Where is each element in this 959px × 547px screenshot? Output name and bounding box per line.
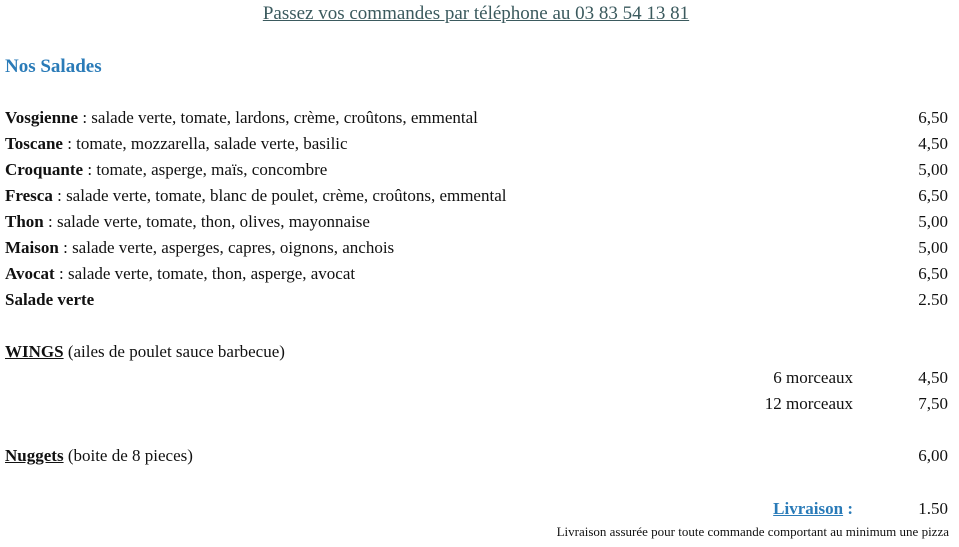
nuggets-heading bbox=[5, 443, 193, 469]
livraison-label bbox=[773, 496, 853, 522]
option-quantity: 12 morceaux bbox=[764, 394, 853, 413]
item-price: 6,50 bbox=[918, 264, 948, 283]
item-description: : salade verte, tomate, thon, asperge, avocat bbox=[54, 264, 356, 283]
menu-item bbox=[5, 157, 948, 183]
nuggets-description: (boite de 8 pieces) bbox=[63, 446, 193, 465]
item-description: : salade verte, tomate, thon, olives, mayonnaise bbox=[43, 212, 370, 231]
item-name: Thon bbox=[5, 212, 44, 231]
item-name: Salade verte bbox=[5, 290, 95, 309]
wings-option bbox=[5, 365, 948, 391]
item-price: 5,00 bbox=[918, 212, 948, 231]
menu-item bbox=[5, 235, 948, 261]
item-name: Toscane bbox=[5, 134, 63, 153]
nuggets-price-row bbox=[888, 443, 948, 469]
option-price: 4,50 bbox=[918, 368, 948, 387]
item-name: Maison bbox=[5, 238, 59, 257]
menu-item bbox=[5, 131, 948, 157]
item-name: Croquante bbox=[5, 160, 84, 179]
phone-order-link[interactable]: Passez vos commandes par téléphone au 03 83 54 13 81 bbox=[262, 3, 690, 24]
option-price: 7,50 bbox=[918, 394, 948, 413]
livraison-link[interactable]: Livraison bbox=[773, 499, 844, 518]
menu-item bbox=[5, 261, 948, 287]
option-quantity: 6 morceaux bbox=[773, 368, 853, 387]
wings-option bbox=[5, 391, 948, 417]
item-name: Vosgienne bbox=[5, 108, 79, 127]
livraison-colon: : bbox=[843, 499, 853, 518]
item-description: : salade verte, tomate, blanc de poulet, crème, croûtons, emmental bbox=[52, 186, 507, 205]
item-price: 5,00 bbox=[918, 238, 948, 257]
nuggets-price: 6,00 bbox=[918, 446, 948, 465]
section-title-salades: Nos Salades bbox=[5, 56, 102, 77]
menu-item bbox=[5, 209, 948, 235]
item-name: Avocat bbox=[5, 264, 55, 283]
item-description: : tomate, asperge, maïs, concombre bbox=[83, 160, 328, 179]
item-price: 2.50 bbox=[918, 290, 948, 309]
menu-item bbox=[5, 287, 948, 313]
wings-title: WINGS bbox=[5, 342, 64, 361]
item-description: : salade verte, asperges, capres, oignons, anchois bbox=[58, 238, 395, 257]
item-price: 6,50 bbox=[918, 108, 948, 127]
menu-item bbox=[5, 183, 948, 209]
livraison-price: 1.50 bbox=[918, 499, 948, 518]
wings-heading bbox=[5, 339, 285, 365]
item-description: : salade verte, tomate, lardons, crème, croûtons, emmental bbox=[78, 108, 478, 127]
item-price: 5,00 bbox=[918, 160, 948, 179]
menu-item bbox=[5, 105, 948, 131]
item-description: : tomate, mozzarella, salade verte, basilic bbox=[62, 134, 348, 153]
nuggets-title: Nuggets bbox=[5, 446, 64, 465]
item-price: 4,50 bbox=[918, 134, 948, 153]
item-price: 6,50 bbox=[918, 186, 948, 205]
item-name: Fresca bbox=[5, 186, 53, 205]
livraison-note: Livraison assurée pour toute commande comportant au minimum une pizza bbox=[556, 524, 949, 539]
wings-description: (ailes de poulet sauce barbecue) bbox=[63, 342, 285, 361]
